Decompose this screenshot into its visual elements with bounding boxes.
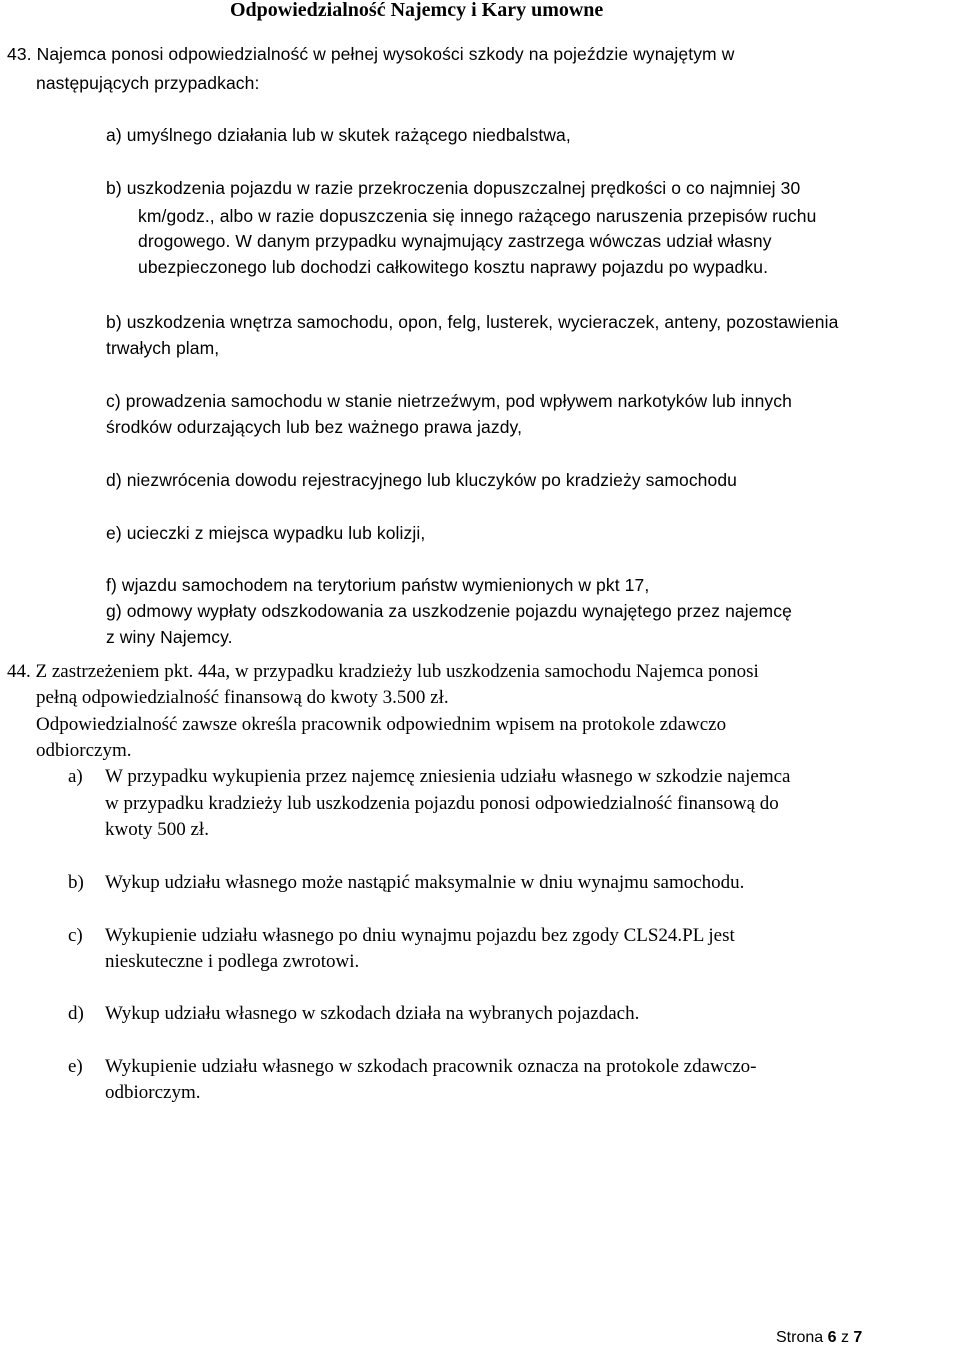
item-44-a-line-3: kwoty 500 zł. (105, 819, 209, 840)
item-43-g-line-2: z winy Najemcy. (106, 627, 233, 647)
item-44-c-line-2: nieskuteczne i podlega zwrotowi. (105, 951, 360, 972)
item-43-e: e) ucieczki z miejsca wypadku lub kolizji, (106, 523, 426, 543)
item-44-c-marker: c) (68, 925, 83, 946)
section-43-line-2: następujących przypadkach: (36, 73, 260, 93)
item-44-e-marker: e) (68, 1056, 83, 1077)
item-43-b1-line-2: km/godz., albo w razie dopuszczenia się innego rażącego naruszenia przepisów ruchu (138, 206, 817, 226)
item-44-c-line-1: Wykupienie udziału własnego po dniu wynajmu pojazdu bez zgody CLS24.PL jest (105, 925, 735, 946)
item-44-d-marker: d) (68, 1003, 84, 1024)
page-of-label: z (840, 1329, 849, 1346)
current-page: 6 (827, 1329, 837, 1346)
item-43-c-line-2: środków odurzających lub bez ważnego prawa jazdy, (106, 417, 523, 437)
item-43-f: f) wjazdu samochodem na terytorium państw wymienionych w pkt 17, (106, 575, 650, 595)
item-43-c-line-1: c) prowadzenia samochodu w stanie nietrzeźwym, pod wpływem narkotyków lub innych (106, 391, 792, 411)
item-44-e-line-1: Wykupienie udziału własnego w szkodach pracownik oznacza na protokole zdawczo- (105, 1056, 757, 1077)
item-43-b2-line-2: trwałych plam, (106, 338, 220, 358)
item-43-a: a) umyślnego działania lub w skutek rażącego niedbalstwa, (106, 125, 571, 145)
section-44-line-1: 44. Z zastrzeżeniem pkt. 44a, w przypadku kradzieży lub uszkodzenia samochodu Najemca ponosi (7, 661, 759, 682)
item-43-g-line-1: g) odmowy wypłaty odszkodowania za uszkodzenie pojazdu wynajętego przez najemcę (106, 601, 792, 621)
item-43-b1-line-3: drogowego. W danym przypadku wynajmujący zastrzega wówczas udział własny (138, 231, 772, 251)
item-43-b1-line-4: ubezpieczonego lub dochodzi całkowitego kosztu naprawy pojazdu po wypadku. (138, 257, 769, 277)
item-43-d: d) niezwrócenia dowodu rejestracyjnego lub kluczyków po kradzieży samochodu (106, 470, 738, 490)
item-44-e-line-2: odbiorczym. (105, 1082, 201, 1103)
item-44-b-line-1: Wykup udziału własnego może nastąpić maksymalnie w dniu wynajmu samochodu. (105, 872, 745, 893)
item-43-b1-line-1: b) uszkodzenia pojazdu w razie przekroczenia dopuszczalnej prędkości o co najmniej 30 (106, 178, 801, 198)
section-44-line-4: odbiorczym. (36, 740, 132, 761)
section-44-line-2: pełną odpowiedzialność finansową do kwoty 3.500 zł. (36, 687, 449, 708)
item-43-b2-line-1: b) uszkodzenia wnętrza samochodu, opon, felg, lusterek, wycieraczek, anteny, pozostawienia (106, 312, 839, 332)
item-44-a-marker: a) (68, 766, 83, 787)
item-44-a-line-1: W przypadku wykupienia przez najemcę zniesienia udziału własnego w szkodzie najemca (105, 766, 791, 787)
page-label: Strona (776, 1329, 824, 1346)
total-pages: 7 (853, 1329, 863, 1346)
section-43-line-1: 43. Najemca ponosi odpowiedzialność w pełnej wysokości szkody na pojeździe wynajętym w (7, 44, 735, 64)
page-title: Odpowiedzialność Najemcy i Kary umowne (230, 0, 604, 21)
section-44-line-3: Odpowiedzialność zawsze określa pracownik odpowiednim wpisem na protokole zdawczo (36, 714, 727, 735)
item-44-a-line-2: w przypadku kradzieży lub uszkodzenia pojazdu ponosi odpowiedzialność finansową do (105, 793, 779, 814)
page-number (776, 1330, 862, 1346)
item-44-d-line-1: Wykup udziału własnego w szkodach działa na wybranych pojazdach. (105, 1003, 640, 1024)
item-44-b-marker: b) (68, 872, 84, 893)
